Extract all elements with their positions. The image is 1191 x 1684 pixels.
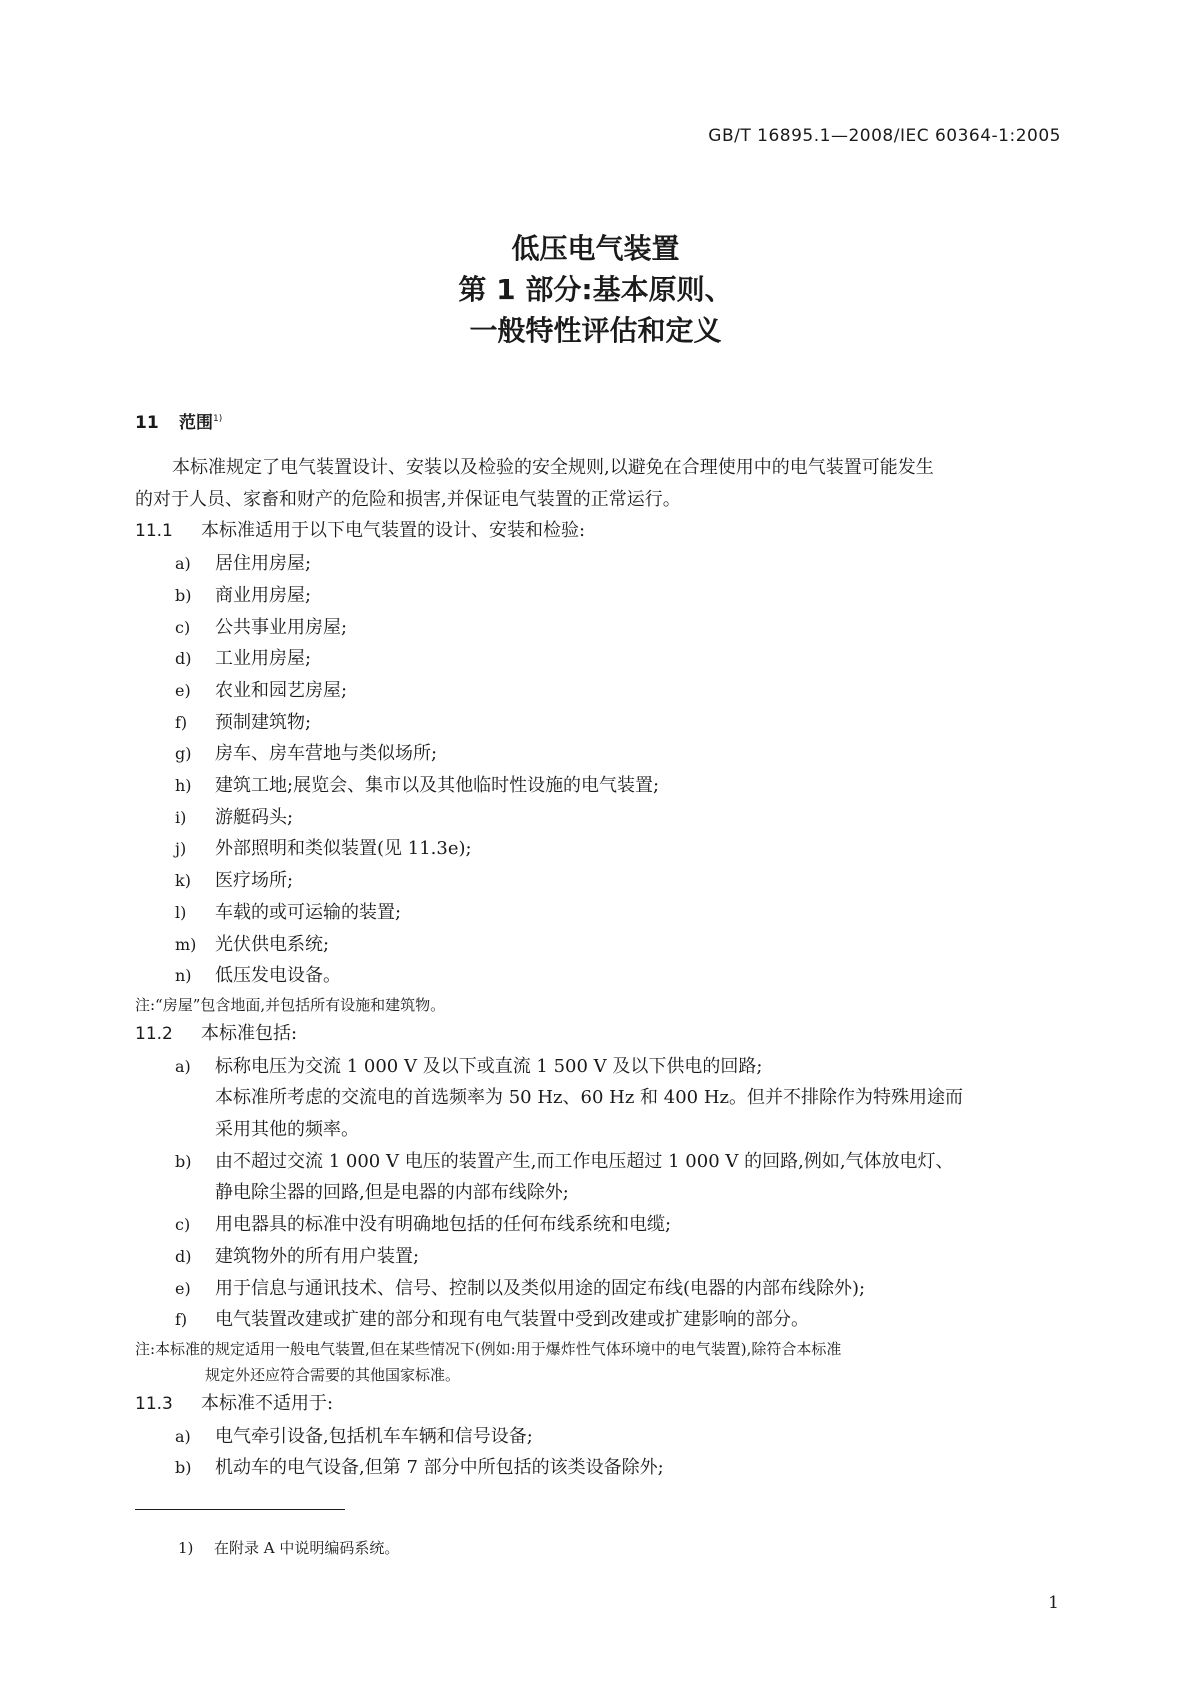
note-11-2-continuation: 规定外还应符合需要的其他国家标准。 — [205, 1365, 461, 1384]
item-text: 居住用房屋; — [215, 553, 312, 575]
footnote-mark: 1) — [178, 1539, 194, 1557]
subsection-text: 本标准适用于以下电气装置的设计、安装和检验: — [201, 520, 586, 542]
title-line-1: 低压电气装置 — [511, 232, 680, 265]
item-label: d) — [175, 649, 192, 669]
item-text: 工业用房屋; — [215, 648, 312, 670]
item-text: 用于信息与通讯技术、信号、控制以及类似用途的固定布线(电器的内部布线除外); — [215, 1277, 866, 1299]
note-11-2: 注:本标准的规定适用一般电气装置,但在某些情况下(例如:用于爆炸性气体环境中的电气装置),除符合本标准 — [135, 1339, 842, 1358]
item-text: 建筑工地;展览会、集市以及其他临时性设施的电气装置; — [215, 775, 660, 797]
list-11-3 — [135, 1421, 1060, 1484]
footnote-text: 在附录 A 中说明编码系统。 — [214, 1539, 400, 1557]
item-text: 电气牵引设备,包括机车车辆和信号设备; — [215, 1425, 533, 1447]
item-label: a) — [175, 1056, 191, 1076]
item-text: 游艇码头; — [215, 806, 294, 828]
item-text: 农业和园艺房屋; — [215, 679, 348, 701]
item-text: 建筑物外的所有用户装置; — [215, 1245, 420, 1267]
note-11-1: 注:“房屋”包含地面,并包括所有设施和建筑物。 — [135, 995, 446, 1014]
list-item — [135, 548, 1060, 580]
list-item — [135, 897, 1060, 929]
item-text: 公共事业用房屋; — [215, 616, 348, 638]
item-text: 商业用房屋; — [215, 584, 312, 606]
document-title — [0, 228, 1191, 351]
list-item — [135, 1209, 1060, 1241]
list-item — [135, 675, 1060, 707]
item-text: 预制建筑物; — [215, 711, 312, 733]
item-label: d) — [175, 1246, 192, 1266]
item-label: f) — [175, 1310, 188, 1330]
subsection-11-3 — [135, 1388, 1060, 1421]
intro-line-1: 本标准规定了电气装置设计、安装以及检验的安全规则,以避免在合理使用中的电气装置可能发生 — [172, 457, 934, 478]
subsection-11-1 — [135, 515, 1060, 548]
title-line-2: 第 1 部分:基本原则、 — [458, 273, 733, 306]
list-item — [135, 738, 1060, 770]
page-number: 1 — [1048, 1593, 1059, 1613]
item-label: f) — [175, 712, 188, 732]
item-label: e) — [175, 680, 191, 700]
list-item — [135, 1273, 1060, 1305]
item-label: m) — [175, 934, 197, 954]
item-label: l) — [175, 902, 187, 922]
item-text: 车载的或可运输的装置; — [215, 901, 402, 923]
subsection-number: 11.3 — [135, 1393, 173, 1414]
item-label: c) — [175, 1215, 191, 1235]
item-label: i) — [175, 807, 187, 827]
footnote — [178, 1537, 399, 1558]
section-number: 11 — [135, 413, 159, 433]
list-item — [135, 929, 1060, 961]
list-item — [135, 1421, 1060, 1453]
item-text: 标称电压为交流 1 000 V 及以下或直流 1 500 V 及以下供电的回路; — [215, 1055, 763, 1077]
item-continuation: 静电除尘器的回路,但是电器的内部布线除外; — [215, 1182, 569, 1204]
intro-line-2: 的对于人员、家畜和财产的危险和损害,并保证电气装置的正常运行。 — [135, 488, 681, 510]
list-item-a — [135, 1051, 1060, 1083]
item-label: c) — [175, 617, 191, 637]
item-continuation: 采用其他的频率。 — [215, 1119, 359, 1141]
list-11-1 — [135, 548, 1060, 992]
list-item — [135, 643, 1060, 675]
standard-code: GB/T 16895.1—2008/IEC 60364-1:2005 — [708, 126, 1061, 146]
subsection-number: 11.2 — [135, 1023, 173, 1044]
section-title: 范围 — [179, 413, 213, 433]
item-label: b) — [175, 1458, 192, 1478]
item-text: 用电器具的标准中没有明确地包括的任何布线系统和电缆; — [215, 1214, 672, 1236]
item-label: b) — [175, 1151, 192, 1171]
document-body — [135, 452, 1060, 1484]
item-label: k) — [175, 871, 191, 891]
subsection-text: 本标准不适用于: — [201, 1392, 334, 1414]
item-label: g) — [175, 744, 192, 764]
list-item — [135, 1452, 1060, 1484]
subsection-text: 本标准包括: — [201, 1022, 298, 1044]
title-line-3: 一般特性评估和定义 — [469, 314, 722, 347]
item-text: 外部照明和类似装置(见 11.3e); — [215, 838, 472, 860]
footnote-divider — [135, 1509, 345, 1510]
footnote-ref[interactable]: 1) — [213, 414, 223, 424]
item-text: 光伏供电系统; — [215, 933, 330, 955]
item-text: 由不超过交流 1 000 V 电压的装置产生,而工作电压超过 1 000 V 的回路,例如,气体放电灯、 — [215, 1150, 954, 1172]
list-item — [135, 865, 1060, 897]
section-heading — [135, 408, 222, 433]
item-text: 机动车的电气设备,但第 7 部分中所包括的该类设备除外; — [215, 1457, 664, 1479]
list-item — [135, 770, 1060, 802]
list-item — [135, 1304, 1060, 1336]
list-item — [135, 802, 1060, 834]
list-item — [135, 960, 1060, 992]
subsection-number: 11.1 — [135, 521, 173, 542]
item-text: 低压发电设备。 — [215, 965, 341, 987]
item-label: a) — [175, 1426, 191, 1446]
item-text: 电气装置改建或扩建的部分和现有电气装置中受到改建或扩建影响的部分。 — [215, 1309, 809, 1331]
item-label: b) — [175, 585, 192, 605]
item-text: 房车、房车营地与类似场所; — [215, 743, 438, 765]
list-item — [135, 1241, 1060, 1273]
list-item — [135, 580, 1060, 612]
list-item — [135, 707, 1060, 739]
subsection-11-2 — [135, 1018, 1060, 1051]
item-label: h) — [175, 776, 192, 796]
item-label: e) — [175, 1278, 191, 1298]
item-text: 医疗场所; — [215, 870, 294, 892]
list-11-2 — [135, 1209, 1060, 1336]
item-label: n) — [175, 966, 192, 986]
list-item — [135, 833, 1060, 865]
item-label: a) — [175, 554, 191, 574]
list-item-b — [135, 1146, 1060, 1178]
item-label: j) — [175, 839, 187, 859]
list-item — [135, 612, 1060, 644]
item-continuation: 本标准所考虑的交流电的首选频率为 50 Hz、60 Hz 和 400 Hz。但并不排除作为特殊用途而 — [215, 1087, 964, 1109]
